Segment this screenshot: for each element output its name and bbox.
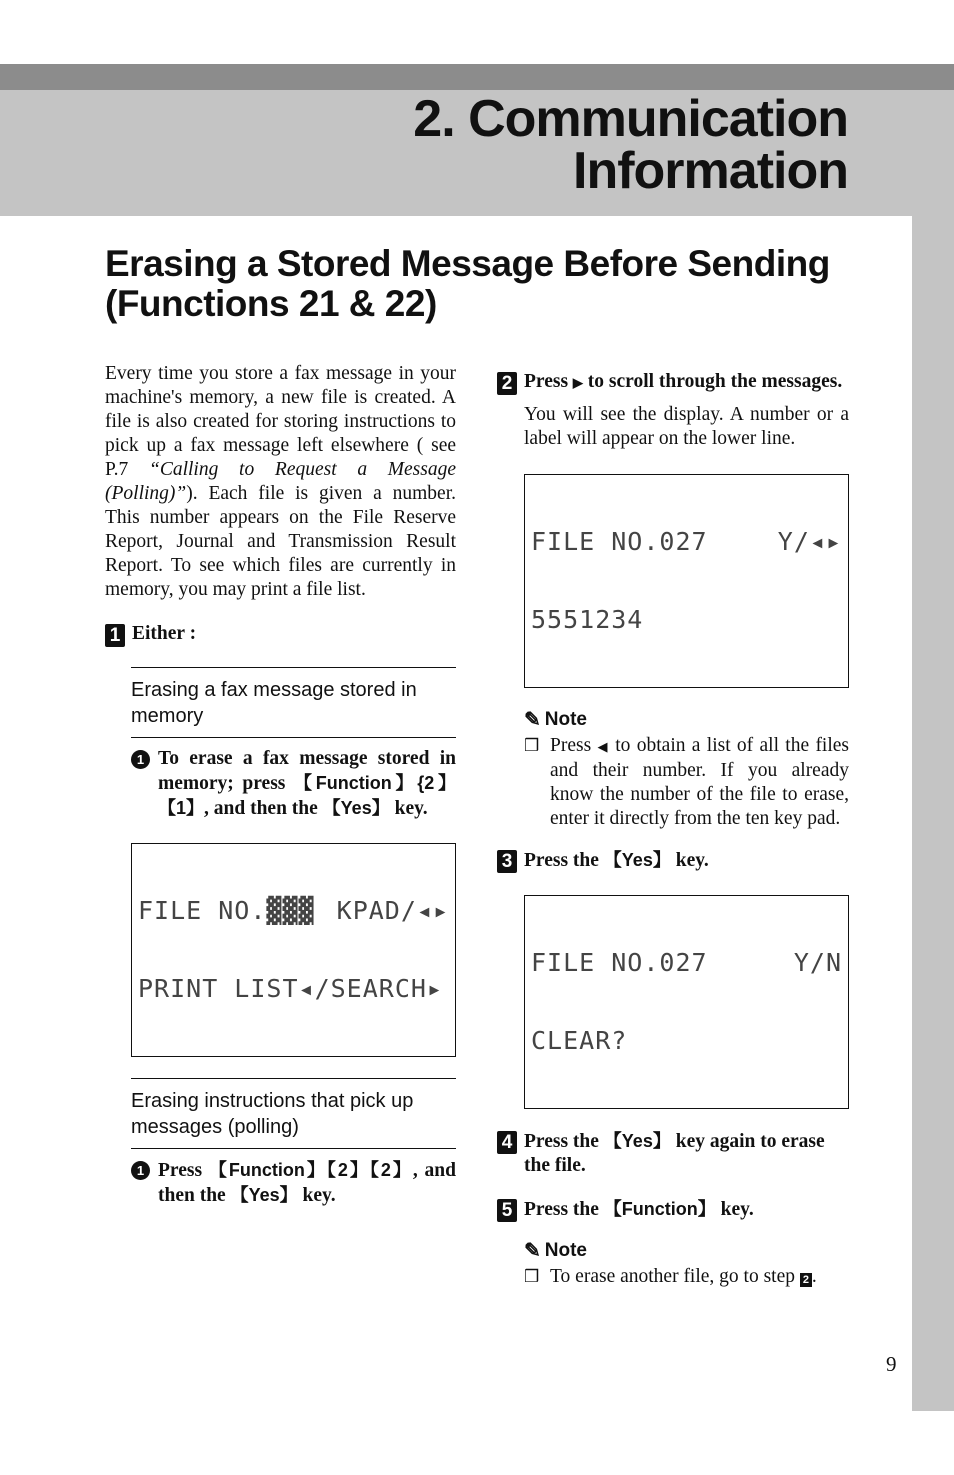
note-2-item bbox=[524, 1265, 849, 1289]
step-2-text-2: to scroll through the messages. bbox=[582, 371, 843, 392]
checkbox-bullet-icon: ❒ bbox=[524, 736, 540, 755]
key-2: {2】 bbox=[417, 773, 456, 793]
lcd-line-1-right: Y/◂▸ bbox=[777, 527, 842, 556]
lcd-line-2-left: CLEAR? bbox=[531, 1026, 628, 1055]
option-b-heading: Erasing instructions that pick up messages (polling) bbox=[131, 1078, 456, 1149]
lcd-line-1-left: FILE NO.▓▓▓ bbox=[138, 896, 315, 925]
lcd-display-file-list bbox=[131, 843, 456, 1057]
step-4 bbox=[497, 1129, 849, 1178]
chapter-title-line2: Information bbox=[573, 142, 848, 200]
checkbox-bullet-icon: ❒ bbox=[524, 1267, 540, 1286]
page-number: 9 bbox=[886, 1352, 897, 1376]
section-title-line2: (Functions 21 & 22) bbox=[105, 283, 437, 324]
lcd-line-1-right: Y/N bbox=[793, 948, 842, 977]
substep-text-3: key. bbox=[389, 798, 428, 819]
lcd-line-2-left: 5551234 bbox=[531, 605, 644, 634]
substep-text-3: key. bbox=[297, 1185, 336, 1206]
note-2-text: To erase another file, go to step bbox=[550, 1266, 800, 1287]
side-tab-strip bbox=[912, 216, 954, 1411]
lcd-display-clear-confirm bbox=[524, 895, 849, 1109]
step-number-icon: 2 bbox=[497, 372, 517, 395]
step-4-text-1: Press the bbox=[524, 1131, 604, 1152]
note-label: Note bbox=[544, 709, 587, 730]
option-a-heading: Erasing a fax message stored in memory bbox=[131, 667, 456, 738]
function-2-2-keys: 【Function】【2】【2】 bbox=[208, 1160, 413, 1180]
intro-reference: “Calling to Request a Message (Polling)” bbox=[105, 459, 456, 504]
step-1-text: Either : bbox=[132, 623, 197, 644]
step-number-icon: 4 bbox=[497, 1131, 517, 1154]
step-2-text-1: Press bbox=[524, 371, 573, 392]
yes-key: 【Yes】 bbox=[603, 850, 671, 870]
lcd-line-2-left: PRINT LIST◂/SEARCH▸ bbox=[138, 974, 443, 1003]
left-arrow-icon: ◀ bbox=[597, 739, 609, 754]
chapter-title bbox=[413, 90, 848, 200]
step-2 bbox=[497, 370, 849, 395]
note-2-heading bbox=[524, 1239, 849, 1263]
step-number-icon: 5 bbox=[497, 1199, 517, 1222]
note-label: Note bbox=[544, 1240, 587, 1261]
step-4-text-2: key again to erase the file. bbox=[524, 1131, 825, 1176]
option-b-substep bbox=[131, 1158, 456, 1208]
lcd-line-1-left: FILE NO.027 bbox=[531, 527, 708, 556]
lcd-display-file-number bbox=[524, 474, 849, 688]
intro-text-1: Every time you store a fax message in your machine's memory, a new file is created. A file is also created for storing instructions to pick up a fax message left elsewhere ( see P.7 bbox=[105, 363, 456, 480]
option-a bbox=[131, 667, 456, 1208]
chapter-title-line1: 2. Communication bbox=[413, 90, 848, 148]
substep-text-1: Press bbox=[158, 1160, 209, 1181]
pencil-icon: ✎ bbox=[524, 1240, 541, 1262]
step-number-icon: 1 bbox=[105, 624, 125, 647]
note-2-end: . bbox=[811, 1266, 817, 1287]
note-1-heading bbox=[524, 708, 849, 732]
intro-paragraph bbox=[105, 362, 456, 602]
function-key: 【Function】 bbox=[603, 1199, 716, 1219]
substep-text-2: , and then the bbox=[158, 1160, 456, 1206]
note-2 bbox=[524, 1239, 849, 1289]
step-3-text-2: key. bbox=[670, 850, 709, 871]
note-1-item bbox=[524, 734, 849, 831]
section-title-line1: Erasing a Stored Message Before Sending bbox=[105, 243, 830, 284]
step-5-text-2: key. bbox=[715, 1199, 754, 1220]
bullet-number-icon: 1 bbox=[131, 1161, 150, 1180]
note-1-text-2: to obtain a list of all the files and their number. If you already know the number of the file to erase, enter it directly from the ten key pad. bbox=[550, 735, 850, 829]
step-1 bbox=[105, 622, 456, 646]
substep-text-1: To erase a fax message stored in memory; press bbox=[158, 748, 456, 794]
step-5-text-1: Press the bbox=[524, 1199, 604, 1220]
note-1-text-1: Press bbox=[550, 735, 598, 756]
bullet-number-icon: 1 bbox=[131, 750, 150, 769]
intro-text-2: ). Each file is given a number. This number appears on the File Reserve Report, Journal and Transmission Result Report. To see which files are currently in memory, you may print a file list. bbox=[105, 483, 456, 600]
section-title bbox=[105, 244, 865, 324]
step-2-body: You will see the display. A number or a label will appear on the lower line. bbox=[524, 404, 849, 449]
left-column bbox=[105, 362, 456, 1208]
step-3 bbox=[497, 848, 849, 873]
yes-key: 【Yes】 bbox=[230, 1185, 298, 1205]
step-number-icon: 3 bbox=[497, 850, 517, 873]
yes-key: 【Yes】 bbox=[322, 798, 390, 818]
right-arrow-icon: ▶ bbox=[572, 375, 583, 390]
step-3-text-1: Press the bbox=[524, 850, 604, 871]
step-reference-icon: 2 bbox=[800, 1273, 812, 1287]
right-column bbox=[497, 370, 849, 1289]
substep-text-2: , and then the bbox=[204, 798, 323, 819]
key-1: 【1】 bbox=[158, 798, 205, 818]
lcd-line-1-right: KPAD/◂▸ bbox=[336, 896, 449, 925]
pencil-icon: ✎ bbox=[524, 709, 541, 731]
lcd-line-1-left: FILE NO.027 bbox=[531, 948, 708, 977]
option-a-substep bbox=[131, 747, 456, 821]
top-band bbox=[0, 64, 954, 90]
note-1 bbox=[524, 708, 849, 831]
yes-key: 【Yes】 bbox=[603, 1131, 671, 1151]
step-5 bbox=[497, 1197, 849, 1222]
function-key: 【Function】 bbox=[294, 773, 418, 793]
